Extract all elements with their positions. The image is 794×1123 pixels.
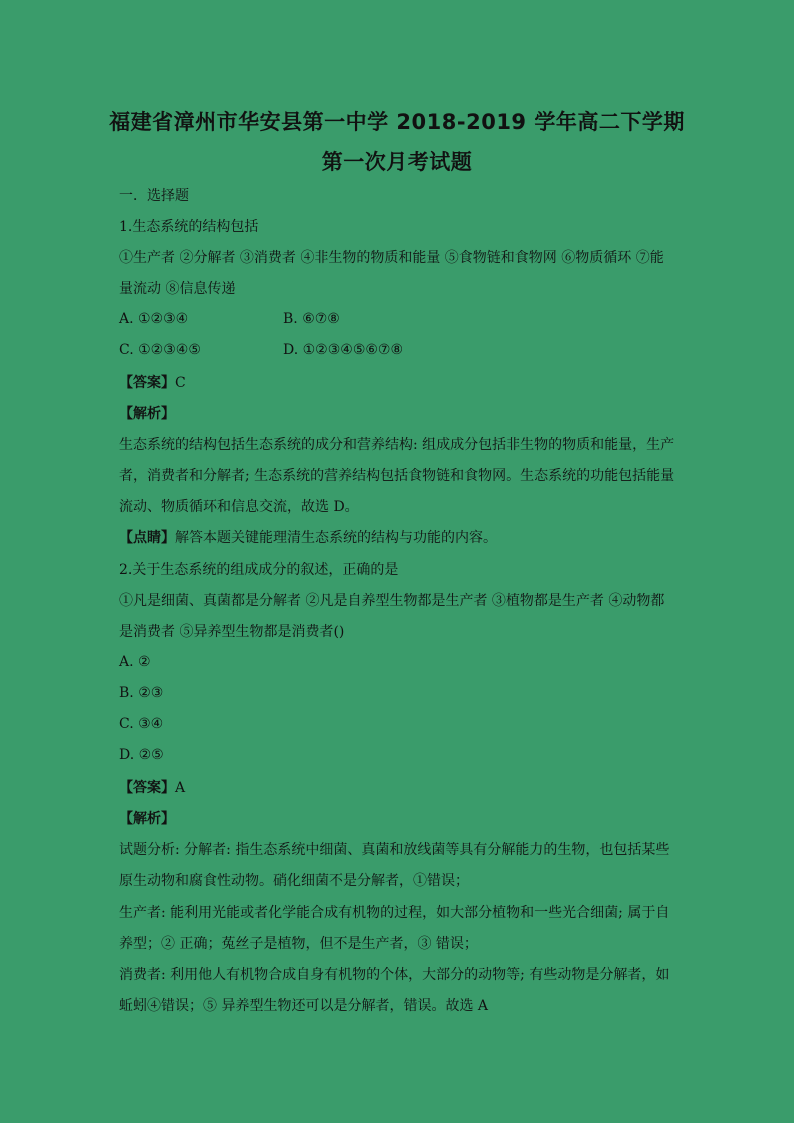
q1-analysis-line3: 流动、物质循环和信息交流，故选 D。 [119,499,359,515]
q2-answer [119,778,679,798]
q2-option-c: C. ③④ [119,716,164,732]
page-title-line2: 第一次月考试题 [321,150,473,174]
q2-option-d: D. ②⑤ [119,747,164,763]
q1-analysis-label: 【解析】 [119,406,175,422]
q1-analysis-line1: 生态系统的结构包括生态系统的成分和营养结构: 组成成分包括非生物的物质和能量，生产 [119,437,675,453]
q2-stem: 2.关于生态系统的组成成分的叙述，正确的是 [119,562,399,578]
q2-analysis-line1: 试题分析: 分解者: 指生态系统中细菌、真菌和放线菌等具有分解能力的生物，也包括某些 [119,842,670,858]
q1-option-c: C. ①②③④⑤ [119,342,201,358]
page-title-line1: 福建省漳州市华安县第一中学 2018-2019 学年高二下学期 [109,110,685,134]
q1-items-line1: ①生产者 ②分解者 ③消费者 ④非生物的物质和能量 ⑤食物链和食物网 ⑥物质循环 ⑦能 [119,250,664,266]
q2-answer-value: A [175,780,186,796]
q1-analysis-line2: 者，消费者和分解者; 生态系统的营养结构包括食物链和食物网。生态系统的功能包括能量 [119,468,675,484]
q2-option-a: A. ② [119,654,151,670]
q2-analysis-line6: 蚯蚓④错误；⑤ 异养型生物还可以是分解者，错误。故选 A [119,998,489,1014]
q2-items-line2: 是消费者 ⑤异养型生物都是消费者() [119,624,345,640]
q1-answer-label: 【答案】 [119,375,175,391]
q2-option-b: B. ②③ [119,685,164,701]
q2-items-line1: ①凡是细菌、真菌都是分解者 ②凡是自养型生物都是生产者 ③植物都是生产者 ④动物都 [119,593,665,609]
q1-stem: 1.生态系统的结构包括 [119,219,259,235]
q1-comment [119,528,679,548]
q2-analysis-line3: 生产者: 能利用光能或者化学能合成有机物的过程，如大部分植物和一些光合细菌; 属于自 [119,905,670,921]
q2-analysis-line2: 原生动物和腐食性动物。硝化细菌不是分解者，①错误； [119,873,469,889]
section-heading: 一．选择题 [119,188,189,204]
q2-analysis-line4: 养型；② 正确；菟丝子是植物，但不是生产者，③ 错误； [119,936,478,952]
q1-answer-value: C [175,375,186,391]
q2-analysis-line5: 消费者: 利用他人有机物合成自身有机物的个体，大部分的动物等; 有些动物是分解者，如 [119,967,670,983]
q2-analysis-label: 【解析】 [119,811,175,827]
q1-comment-label: 【点睛】 [119,530,175,546]
q1-items-line2: 量流动 ⑧信息传递 [119,281,236,297]
q1-answer [119,373,679,393]
q1-option-d: D. ①②③④⑤⑥⑦⑧ [283,342,404,358]
q1-comment-text: 解答本题关键能理清生态系统的结构与功能的内容。 [175,530,497,546]
q1-option-a: A. ①②③④ [119,311,189,327]
q2-answer-label: 【答案】 [119,780,175,796]
q1-option-b: B. ⑥⑦⑧ [283,311,340,327]
